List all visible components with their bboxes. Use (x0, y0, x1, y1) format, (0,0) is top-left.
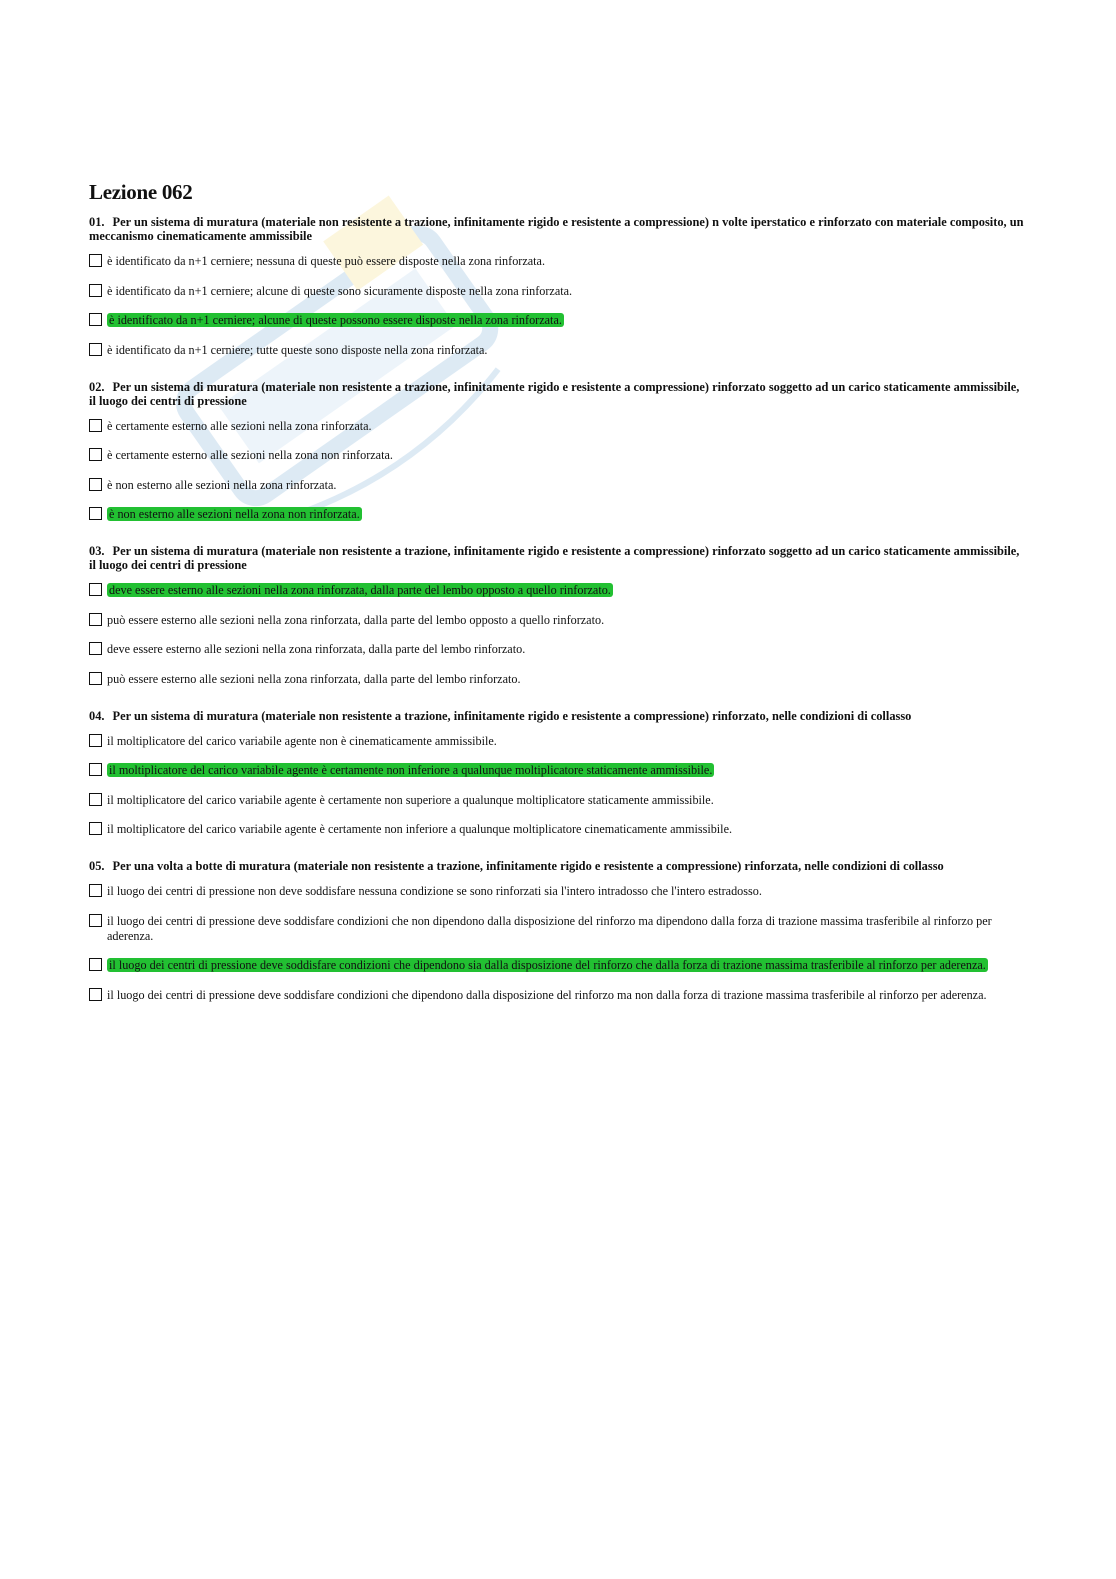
answer-text: è certamente esterno alle sezioni nella zona rinforzata. (107, 418, 372, 433)
answer-text: il moltiplicatore del carico variabile agente è certamente non superiore a qualunque moltiplicatore staticamente ammissibile. (107, 792, 714, 807)
question-prompt: Per un sistema di muratura (materiale non resistente a trazione, infinitamente rigido e resistente a compressione) n volte iperstatico e rinforzato con materiale composito, un meccanismo cinematicamente ammissibile (89, 215, 1024, 243)
question-number: 05. (89, 859, 105, 873)
answer-checkbox[interactable] (89, 672, 102, 685)
answer-checkbox[interactable] (89, 507, 102, 520)
answer-checkbox[interactable] (89, 343, 102, 356)
lesson-title: Lezione 062 (89, 180, 193, 204)
answer-checkbox[interactable] (89, 313, 102, 326)
answer-option[interactable] (89, 507, 1024, 522)
answer-option[interactable] (89, 448, 1024, 463)
answer-text: può essere esterno alle sezioni nella zona rinforzata, dalla parte del lembo rinforzato. (107, 671, 521, 686)
answer-text-highlighted: è identificato da n+1 cerniere; alcune di queste possono essere disposte nella zona rinforzata. (109, 313, 562, 327)
question-text (89, 215, 1024, 243)
answer-option[interactable] (89, 822, 1024, 837)
page-content (89, 180, 1024, 1025)
question-4 (89, 709, 1024, 838)
answer-checkbox[interactable] (89, 958, 102, 971)
question-prompt: Per un sistema di muratura (materiale non resistente a trazione, infinitamente rigido e resistente a compressione) rinforzato soggetto ad un carico staticamente ammissibile, il luogo dei centri di pressione (89, 544, 1020, 572)
question-1 (89, 215, 1024, 358)
answer-text: è identificato da n+1 cerniere; alcune di queste sono sicuramente disposte nella zona rinforzata. (107, 283, 573, 298)
answer-checkbox[interactable] (89, 254, 102, 267)
answer-option[interactable] (89, 914, 1024, 944)
answer-option[interactable] (89, 613, 1024, 628)
question-prompt: Per un sistema di muratura (materiale non resistente a trazione, infinitamente rigido e resistente a compressione) rinforzato, nelle condizioni di collasso (112, 708, 912, 723)
answer-text: il moltiplicatore del carico variabile agente è certamente non inferiore a qualunque moltiplicatore cinematicamente ammissibile. (107, 822, 733, 836)
answer-text-highlighted: deve essere esterno alle sezioni nella zona rinforzata, dalla parte del lembo opposto a quello rinforzato. (109, 583, 611, 597)
answer-text: è identificato da n+1 cerniere; tutte queste sono disposte nella zona rinforzata. (107, 342, 488, 357)
answer-checkbox[interactable] (89, 763, 102, 776)
answer-text: può essere esterno alle sezioni nella zona rinforzata, dalla parte del lembo opposto a quello rinforzato. (107, 612, 605, 627)
answer-option[interactable] (89, 419, 1024, 434)
answer-option[interactable] (89, 763, 1024, 778)
answer-text: il luogo dei centri di pressione deve soddisfare condizioni che dipendono dalla disposizione del rinforzo ma non dalla forza di trazione massima trasferibile al rinforzo per aderenza. (107, 987, 987, 1002)
answer-text: il luogo dei centri di pressione deve soddisfare condizioni che non dipendono dalla disposizione del rinforzo ma dipendono dalla forza di trazione massima trasferibile al rinforzo per aderenza. (107, 913, 992, 943)
answer-checkbox[interactable] (89, 583, 102, 596)
answer-option[interactable] (89, 284, 1024, 299)
question-3 (89, 544, 1024, 687)
answer-text: è non esterno alle sezioni nella zona rinforzata. (107, 477, 337, 492)
answer-checkbox[interactable] (89, 448, 102, 461)
question-number: 03. (89, 544, 105, 558)
answer-option[interactable] (89, 642, 1024, 657)
question-prompt: Per una volta a botte di muratura (materiale non resistente a trazione, infinitamente rigido e resistente a compressione) rinforzata, nelle condizioni di collasso (112, 859, 944, 873)
answer-checkbox[interactable] (89, 613, 102, 626)
answer-text: è certamente esterno alle sezioni nella zona non rinforzata. (107, 448, 393, 462)
answer-checkbox[interactable] (89, 284, 102, 297)
answer-option[interactable] (89, 343, 1024, 358)
question-number: 02. (89, 379, 105, 394)
answer-text-highlighted: il moltiplicatore del carico variabile agente è certamente non inferiore a qualunque moltiplicatore staticamente ammissibile. (109, 763, 713, 777)
answer-text: il moltiplicatore del carico variabile agente non è cinematicamente ammissibile. (107, 733, 497, 748)
answer-option[interactable] (89, 313, 1024, 328)
answer-option[interactable] (89, 734, 1024, 749)
answer-text: deve essere esterno alle sezioni nella zona rinforzata, dalla parte del lembo rinforzato. (107, 642, 526, 656)
answer-option[interactable] (89, 793, 1024, 808)
answer-option[interactable] (89, 478, 1024, 493)
question-5 (89, 859, 1024, 1003)
answer-checkbox[interactable] (89, 988, 102, 1001)
answer-checkbox[interactable] (89, 642, 102, 655)
answer-option[interactable] (89, 254, 1024, 269)
answer-text: è identificato da n+1 cerniere; nessuna di queste può essere disposte nella zona rinforzata. (107, 254, 546, 268)
answer-text: il luogo dei centri di pressione non deve soddisfare nessuna condizione se sono rinforzati sia l'intero intradosso che l'intero estradosso. (107, 884, 762, 898)
answer-checkbox[interactable] (89, 914, 102, 927)
question-number: 01. (89, 215, 105, 229)
answer-checkbox[interactable] (89, 419, 102, 432)
answer-checkbox[interactable] (89, 822, 102, 835)
question-text (89, 859, 1024, 873)
question-text (89, 709, 1024, 723)
answer-text-highlighted: è non esterno alle sezioni nella zona non rinforzata. (109, 507, 360, 521)
answer-checkbox[interactable] (89, 884, 102, 897)
answer-checkbox[interactable] (89, 478, 102, 491)
answer-option[interactable] (89, 672, 1024, 687)
answer-option[interactable] (89, 583, 1024, 598)
questions-list (89, 215, 1024, 1003)
answer-text-highlighted: il luogo dei centri di pressione deve soddisfare condizioni che dipendono sia dalla disposizione del rinforzo che dalla forza di trazione massima trasferibile al rinforzo per aderenza. (109, 958, 986, 972)
question-2 (89, 380, 1024, 523)
question-text (89, 544, 1024, 572)
answer-checkbox[interactable] (89, 793, 102, 806)
question-text (89, 380, 1024, 408)
answer-option[interactable] (89, 884, 1024, 899)
question-prompt: Per un sistema di muratura (materiale non resistente a trazione, infinitamente rigido e resistente a compressione) rinforzato soggetto ad un carico staticamente ammissibile, il luogo dei centri di pressione (89, 379, 1020, 408)
answer-option[interactable] (89, 958, 1024, 973)
answer-option[interactable] (89, 988, 1024, 1003)
question-number: 04. (89, 708, 105, 723)
answer-checkbox[interactable] (89, 734, 102, 747)
